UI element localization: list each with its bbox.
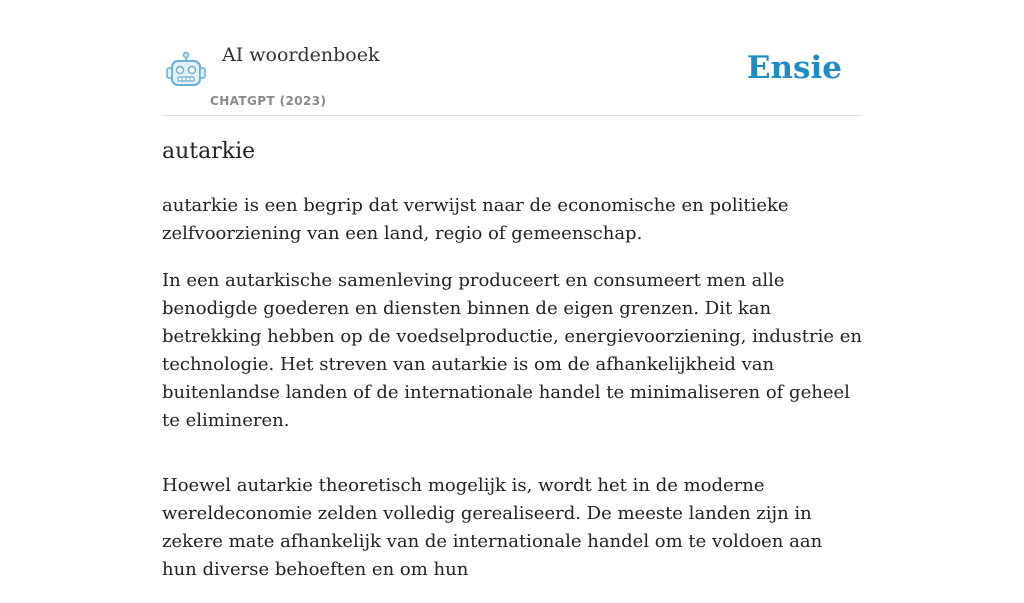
source-label: CHATGPT (2023) xyxy=(210,94,327,108)
site-title: AI woordenboek xyxy=(222,44,380,66)
page xyxy=(162,0,862,580)
header xyxy=(162,0,862,116)
robot-icon xyxy=(165,52,207,90)
definition-paragraph-3: Hoewel autarkie theoretisch mogelijk is, wordt het in de moderne wereldeconomie zelden volledig gerealiseerd. De meeste landen zijn in zekere mate afhankelijk van de internationale handel om te voldoen aan hun diverse behoeften en om hun xyxy=(162,475,823,580)
definition-paragraph-2: In een autarkische samenleving produceert en consumeert men alle benodigde goederen en diensten binnen de eigen grenzen. Dit kan betrekking hebben op de voedselproductie, energievoorziening, industrie en technologie. Het streven van autarkie is om de afhankelijkheid van buitenlandse landen of de internationale handel te minimaliseren of geheel te elimineren. xyxy=(162,270,862,431)
definition-paragraph-1: autarkie is een begrip dat verwijst naar de economische en politieke zelfvoorziening van een land, regio of gemeenschap. xyxy=(162,195,789,244)
brand-logo-link[interactable]: Ensie xyxy=(746,50,842,86)
entry-term: autarkie xyxy=(162,139,256,164)
entry-definition xyxy=(162,192,862,603)
